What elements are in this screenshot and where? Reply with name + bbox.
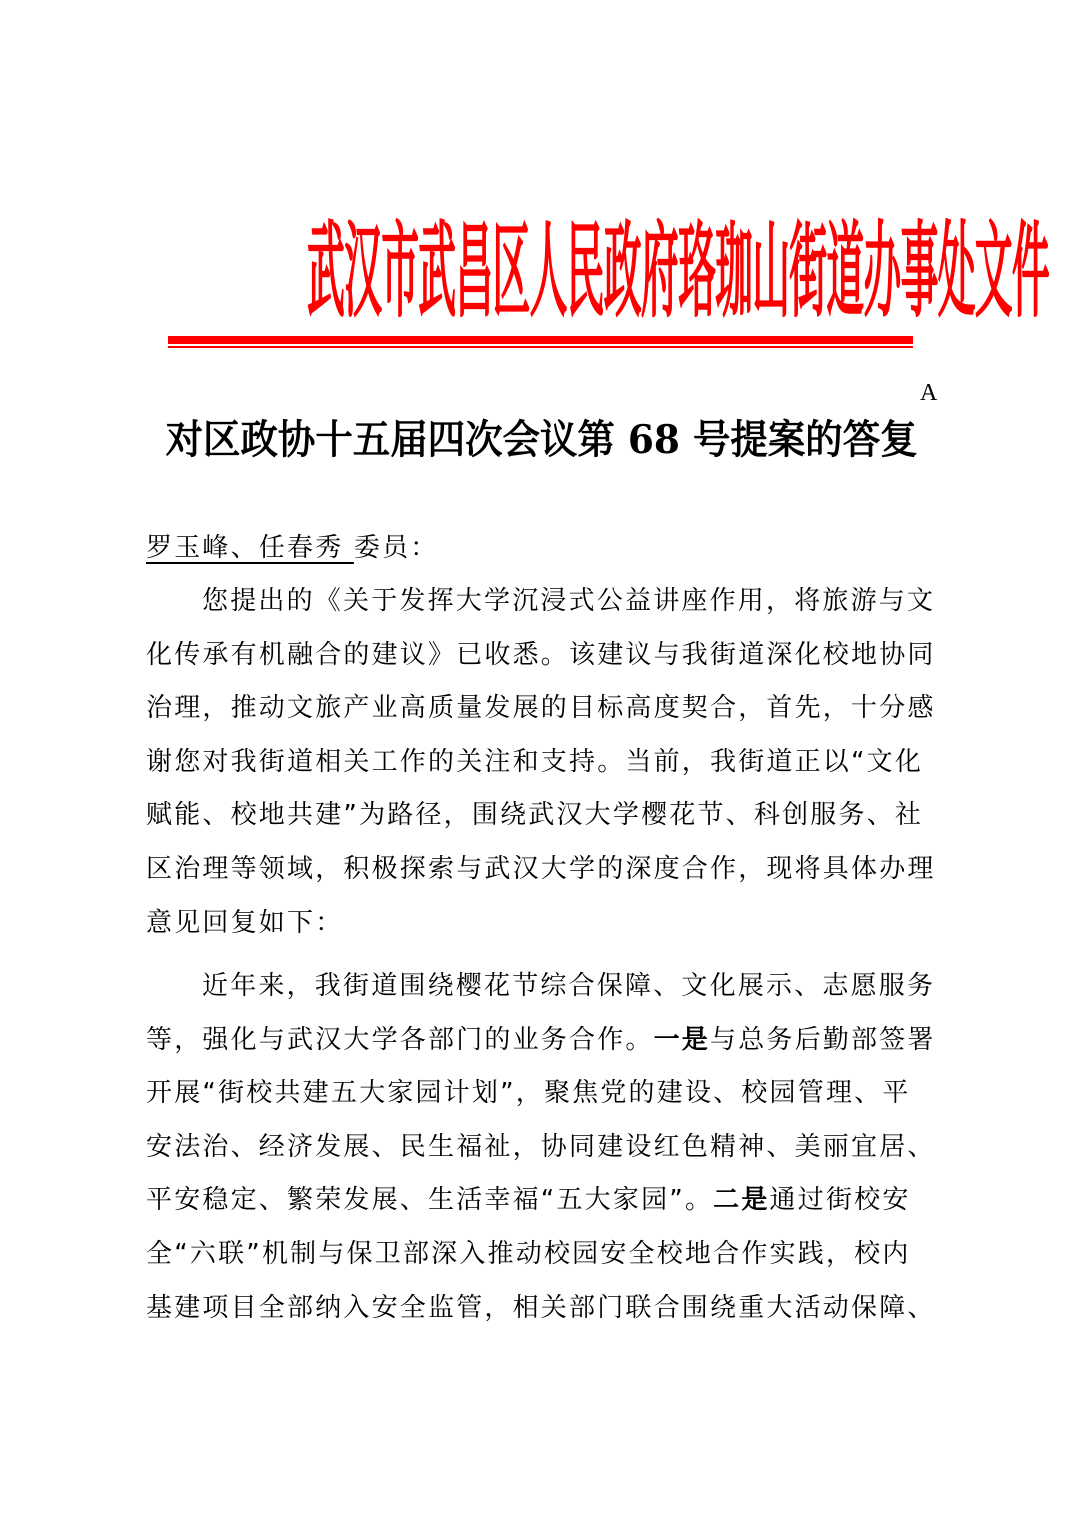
- paragraph-2: [146, 960, 942, 1335]
- paragraph-line: 全“六联”机制与保卫部深入推动校园安全校地合作实践，校内: [146, 1238, 911, 1269]
- paragraph-line: 您提出的《关于发挥大学沉浸式公益讲座作用，将旅游与文: [202, 586, 936, 616]
- addressee-names: 罗玉峰、任春秀: [146, 533, 354, 563]
- point-one-label: 一是: [653, 1024, 711, 1055]
- paragraph-line: 谢您对我街道相关工作的关注和支持。当前，我街道正以“文化: [146, 746, 924, 777]
- salutation: [146, 528, 438, 568]
- issuer-title-text: 武汉市武昌区人民政府珞珈山街道办事处文件: [307, 211, 1050, 333]
- letterhead-thick-rule: [168, 336, 913, 344]
- paragraph-line: 基建项目全部纳入安全监管，相关部门联合围绕重大活动保障、: [146, 1292, 936, 1323]
- paragraph-line: 安法治、经济发展、民生福祉，协同建设红色精神、美丽宜居、: [146, 1131, 936, 1162]
- line-text: 等，强化与武汉大学各部门的业务合作。: [146, 1024, 654, 1055]
- line-text: 平安稳定、繁荣发展、生活幸福“五大家园”。: [146, 1185, 714, 1216]
- issuer-letterhead-title: [168, 211, 1050, 333]
- paragraph-line: 化传承有机融合的建议》已收悉。该建议与我街道深化校地协同: [146, 639, 936, 670]
- paragraph-line: [146, 1014, 942, 1068]
- letterhead-thin-rule: [168, 346, 913, 348]
- paragraph-line: 治理，推动文旅产业高质量发展的目标高度契合，首先，十分感: [146, 693, 936, 724]
- point-two-label: 二是: [713, 1185, 770, 1216]
- paragraph-line: 意见回复如下：: [146, 907, 344, 938]
- paragraph-line: 近年来，我街道围绕樱花节综合保障、文化展示、志愿服务: [202, 971, 936, 1001]
- paragraph-line: 区治理等领域，积极探索与武汉大学的深度合作，现将具体办理: [146, 853, 936, 884]
- document-grade-mark: A: [920, 380, 938, 406]
- paragraph-line: 赋能、校地共建”为路径，围绕武汉大学樱花节、科创服务、社: [146, 800, 924, 831]
- document-title: [160, 414, 924, 466]
- paragraph-line: [146, 1174, 942, 1228]
- line-text: 通过街校安: [769, 1185, 911, 1216]
- document-title-text: 对区政协十五届四次会议第 68 号提案的答复: [165, 416, 918, 464]
- paragraph-1: [146, 575, 942, 950]
- paragraph-line: 开展“街校共建五大家园计划”，聚焦党的建设、校园管理、平: [146, 1078, 911, 1109]
- addressee-suffix: 委员：: [353, 533, 439, 563]
- line-text: 与总务后勤部签署: [710, 1024, 936, 1055]
